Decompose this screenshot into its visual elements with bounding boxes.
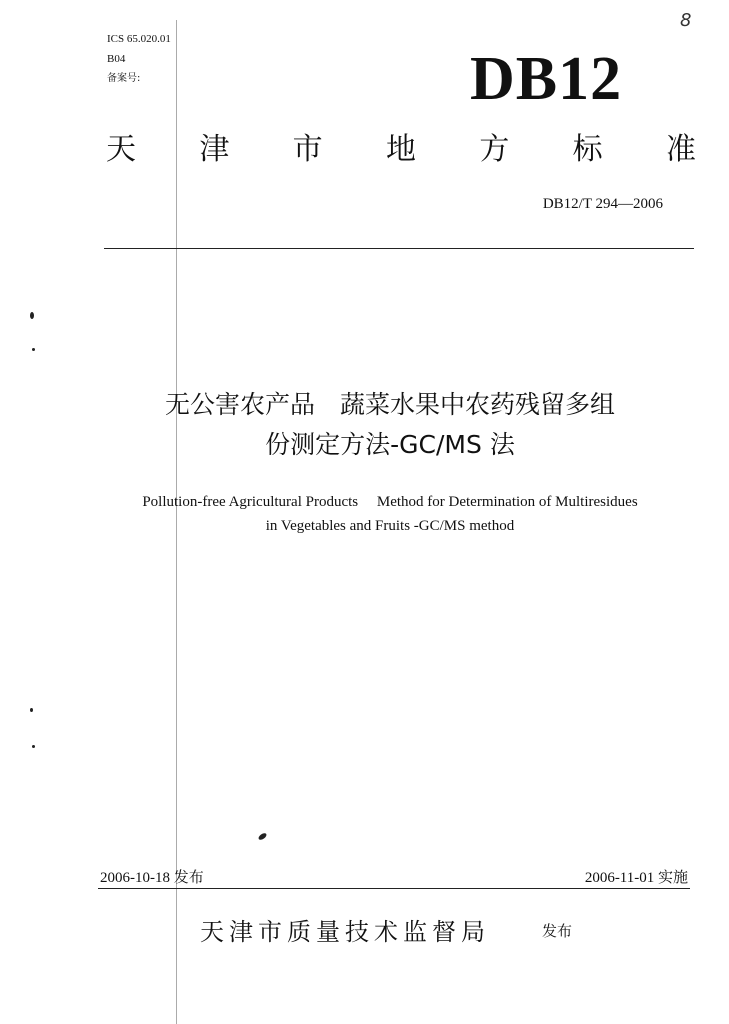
footer-divider	[98, 888, 690, 889]
scan-speck	[257, 832, 267, 841]
publisher-suffix: 发布	[542, 922, 573, 940]
title-en-line-2: in Vegetables and Fruits -GC/MS method	[265, 518, 515, 534]
issue-date: 2006-10-18 发布	[100, 870, 204, 886]
ics-code: ICS 65.020.01	[107, 33, 171, 45]
standard-number: DB12/T 294—2006	[542, 196, 663, 212]
implement-date: 2006-11-01 实施	[584, 870, 688, 886]
scan-speck	[30, 708, 33, 712]
title-cn-line-2: 份测定方法-GC/MS 法	[265, 430, 515, 459]
standard-name-char: 标	[572, 132, 603, 167]
standard-name-char: 天	[106, 132, 136, 167]
publisher-name: 天津市质量技术监督局	[200, 918, 490, 946]
standard-name-char: 准	[665, 132, 696, 167]
scan-speck	[32, 745, 35, 748]
record-number-label: 备案号:	[107, 73, 141, 84]
scan-speck	[32, 348, 35, 351]
ccs-code: B04	[107, 53, 126, 65]
standard-name-char: 地	[385, 132, 416, 167]
standard-name-char: 方	[479, 132, 510, 167]
header-divider	[104, 248, 694, 249]
db12-logo: DB12	[470, 45, 623, 113]
scan-speck	[30, 312, 34, 319]
standard-name-char: 市	[292, 132, 323, 167]
title-en-line-1: Pollution-free Agricultural Products Method for Determination of Multiresidues	[142, 494, 638, 510]
standard-name-char: 津	[199, 132, 230, 167]
title-cn-line-1: 无公害农产品 蔬菜水果中农药残留多组	[164, 390, 615, 419]
standard-name	[106, 132, 696, 168]
handwritten-mark: 8	[680, 10, 692, 31]
